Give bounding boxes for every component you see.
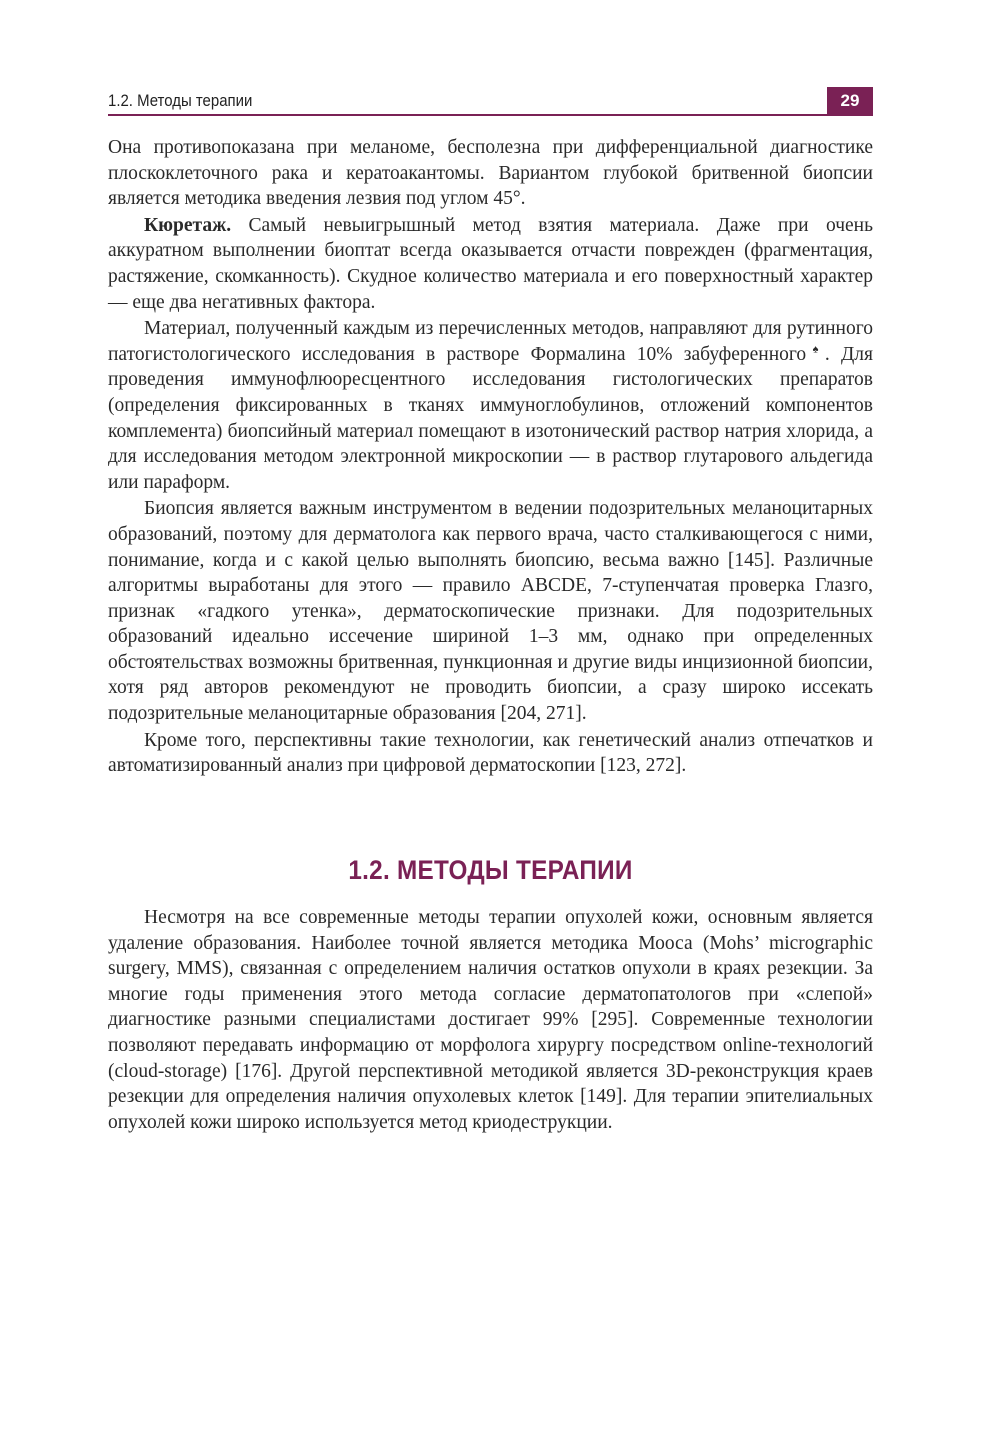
running-header-section-title: 1.2. Методы терапии: [108, 91, 253, 110]
paragraph-biopsy: Биопсия является важным инструментом в ведении подозрительных меланоцитарных образований, поэтому для дерматолога как первого врача, часто сталкивающегося с ними, понимание, когда и с какой целью выполнять биопсию, весьма важно [145]. Различные алгоритмы выработаны для этого — правило ABCDE, 7-ступенчатая проверка Глазго, признак «гадкого утенка», дерматоскопические признаки. Для подозрительных образований идеально иссечение шириной 1–3 мм, однако при определенных обстоятельствах возможны бритвенная, пункционная и другие виды инцизионной биопсии, хотя ряд авторов рекомендуют не проводить биопсии, а сразу широко иссекать подозрительные меланоцитарные образования [204, 271].: [108, 498, 873, 725]
paragraph-therapy: Несмотря на все современные методы терапии опухолей кожи, основным является удаление образования. Наиболее точной является методика Мооса (Mohs’ micrographic surgery, MMS), связанная с определением наличия остатков опухоли в краях резекции. За многие годы применения этого метода согласие дерматопатологов при «слепой» диагностике разными специалистами достигает 99% [295]. Современные технологии позволяют передавать информацию от морфолога хирургу посредством online-технологий (cloud-storage) [176]. Другой перспективной методикой является 3D-реконструкция краев резекции для определения наличия опухолевых клеток [149]. Для терапии эпителиальных опухолей кожи широко используется метод криодеструкции.: [108, 907, 873, 1133]
body-text-section: [108, 905, 873, 1136]
paragraph-lead-term: Кюретаж.: [144, 214, 232, 236]
section-heading: 1.2. МЕТОДЫ ТЕРАПИИ: [348, 855, 633, 885]
spade-marker-icon: ♠: [806, 343, 825, 356]
running-header: [108, 90, 873, 116]
paragraph-material: [108, 316, 873, 495]
paragraph-curettage: [108, 213, 873, 315]
paragraph-material-text-b: . Для проведения иммунофлюоресцентного исследования гистологических препаратов (определения фиксированных в тканях иммуноглобулинов, отложений компонентов комплемента) биопсийный материал помещают в изотонический раствор натрия хлорида, а для исследования методом электронной микроскопии — в раствор глутарового альдегида или параформ.: [108, 343, 873, 493]
paragraph-material-text-a: Материал, полученный каждым из перечисленных методов, направляют для рутинного патогистологического исследования в растворе Формалина 10% забуференного: [108, 318, 873, 365]
paragraph-continuation: Она противопоказана при меланоме, бесполезна при дифференциальной диагностике плоскоклеточного рака и кератоакантомы. Вариантом глубокой бритвенной биопсии является методика введения лезвия под углом 45°.: [108, 137, 873, 210]
paragraph-curettage-text: Самый невыигрышный метод взятия материала. Даже при очень аккуратном выполнении биоптат всегда оказывается отчасти поврежден (фрагментация, растяжение, скомканность). Скудное количество материала и его поверхностный характер — еще два негативных фактора.: [108, 214, 873, 313]
page-number-badge: 29: [827, 87, 873, 114]
body-text-top: [108, 135, 873, 780]
paragraph-technologies: Кроме того, перспективны такие технологии, как генетический анализ отпечатков и автоматизированный анализ при цифровой дерматоскопии [123, 272].: [108, 729, 873, 777]
